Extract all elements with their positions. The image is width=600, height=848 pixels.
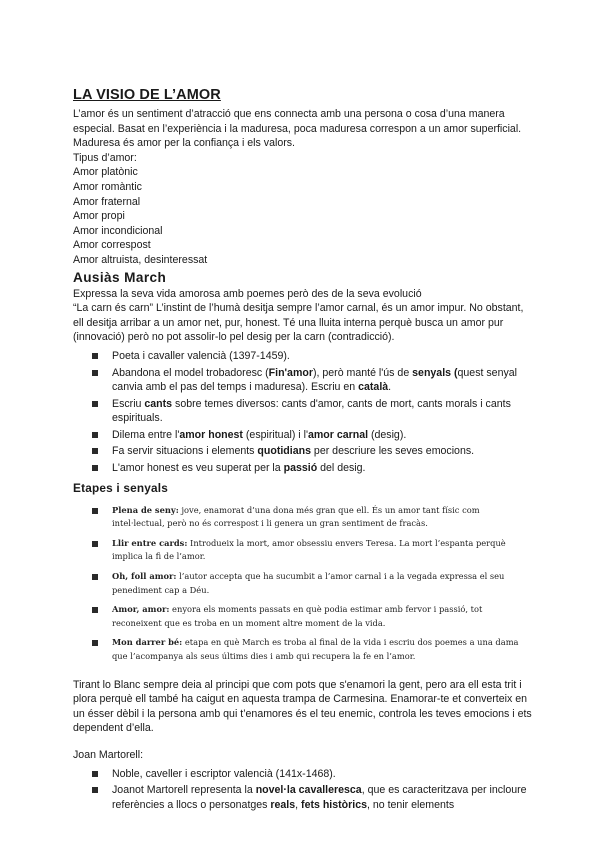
- bold-text: amor honest: [179, 428, 243, 441]
- page-title: LA VISIO DE L’AMOR: [73, 87, 221, 103]
- square-bullet-icon: [92, 771, 98, 777]
- types-label: Tipus d’amor:: [73, 151, 137, 164]
- etapa-text: jove, enamorat d’una dona més gran que ell. És un amor tant físic com intel·lectual, però no és correspost i li genera un gran sentiment de fracàs.: [112, 504, 480, 529]
- text: Abandona el model trobadoresc (: [112, 366, 269, 379]
- bullet-item: [73, 444, 533, 459]
- text: Joanot Martorell representa la: [112, 784, 256, 797]
- list-item: Amor fraternal: [73, 195, 141, 208]
- bold-text: passió: [283, 462, 318, 475]
- square-bullet-icon: [92, 448, 98, 454]
- square-bullet-icon: [92, 401, 98, 407]
- etapa-item: [73, 603, 533, 630]
- etapa-term: Oh, foll amor:: [112, 571, 177, 582]
- joan-label: Joan Martorell:: [73, 748, 144, 761]
- list-item: Amor correspost: [73, 239, 151, 252]
- list-item: Amor propi: [73, 210, 125, 223]
- square-bullet-icon: [92, 353, 98, 359]
- list-item: Amor romàntic: [73, 180, 142, 193]
- square-bullet-icon: [92, 574, 98, 580]
- section-heading-etapes: Etapes i senyals: [73, 480, 169, 495]
- bullet-item: [73, 783, 533, 812]
- text: ,: [295, 798, 302, 811]
- text: Noble, caveller i escriptor valencià (141x-1468).: [112, 767, 336, 780]
- square-bullet-icon: [92, 607, 98, 613]
- bold-text: senyals (: [412, 366, 458, 379]
- etapa-term: Llir entre cards:: [112, 537, 188, 548]
- etapa-item: [73, 504, 533, 531]
- ausias-line1: Expressa la seva vida amorosa amb poemes però des de la seva evolució: [73, 287, 422, 300]
- square-bullet-icon: [92, 787, 98, 793]
- etapa-text: Introdueix la mort, amor obsessiu envers Teresa. La mort l’espanta perquè implica la fi de l’amor.: [112, 537, 506, 562]
- tirant-paragraph: Tirant lo Blanc sempre deia al principi que com pots que s'enamori la gent, pero ara ell esta trit i plora perquè ell també ha caigut en aquesta trampa de Carmesina. Enamorar-te et converteix en un ésser dèbil i la persona amb qui t’enamores és el teu enemic, controla les teves emocions i ets dependent d’ella.: [73, 678, 532, 735]
- etapa-term: Plena de seny:: [112, 504, 179, 515]
- text: Poeta i cavaller valencià (1397-1459).: [112, 349, 290, 362]
- bold-text: Fin'amor: [268, 366, 313, 379]
- square-bullet-icon: [92, 465, 98, 471]
- text: (espiritual) i l': [242, 428, 308, 441]
- intro-paragraph: L’amor és un sentiment d’atracció que ens connecta amb una persona o cosa d’una manera especial. Basat en l’experiència i la maduresa, poca maduresa correspon a un amor superficial. Maduresa és amor per la confiança i els valors.: [73, 108, 522, 150]
- etapa-item: [73, 570, 533, 597]
- square-bullet-icon: [92, 432, 98, 438]
- bold-text: català: [358, 381, 389, 394]
- text: Dilema entre l': [112, 428, 180, 441]
- text: sobre temes diversos: cants d'amor, cants de mort, cants morals i cants espirituals.: [112, 397, 511, 425]
- text: per descriure les seves emocions.: [310, 445, 475, 458]
- text: quest senyal canvia amb el pas del temps i maduresa). Escriu en: [112, 366, 517, 394]
- etapa-term: Mon darrer bé:: [112, 637, 183, 648]
- text: Fa servir situacions i elements: [112, 445, 258, 458]
- bullet-item: [73, 397, 533, 426]
- joan-bullet-list: [73, 767, 533, 813]
- bold-text: amor carnal: [307, 428, 369, 441]
- bold-text: novel·la cavalleresca: [255, 784, 362, 797]
- bold-text: quotidians: [257, 445, 311, 458]
- bullet-item: [73, 349, 533, 364]
- document-page: [73, 86, 533, 814]
- list-item: Amor altruista, desinteressat: [73, 253, 208, 266]
- text: .: [388, 381, 392, 394]
- bold-text: reals: [270, 798, 296, 811]
- text: , no tenir elements: [366, 798, 455, 811]
- bold-text: fets històrics: [301, 798, 367, 811]
- ausias-line2: “La carn és carn” L’instint de l’humà desitja sempre l’amor carnal, és un amor impur. No obstant, ell desitja arribar a un amor net, pur, honest. Té una lluita interna perquè busca un amor pur (innovació) però no pot assolir-lo pel desig per la carn (contradicció).: [73, 302, 524, 344]
- etapa-item: [73, 537, 533, 564]
- text: ), però manté l'ús de: [312, 366, 413, 379]
- etapa-text: enyora els moments passats en què podia estimar amb fervor i passió, tot reconeixent que es troba en un moment altre moment de la vida.: [112, 604, 483, 628]
- etapa-text: etapa en què March es troba al final de la vida i escriu dos poemes a una dama que l’acompanya als seus últims dies i amb qui recupera la fe en l’amor.: [112, 637, 519, 661]
- section-heading-ausias: Ausiàs March: [73, 269, 167, 285]
- text: Escriu: [112, 397, 145, 410]
- square-bullet-icon: [92, 370, 98, 376]
- list-item: Amor platònic: [73, 166, 138, 179]
- text: (desig).: [368, 428, 407, 441]
- bold-text: cants: [144, 397, 173, 410]
- bullet-item: [73, 461, 533, 476]
- text: del desig.: [317, 462, 366, 475]
- square-bullet-icon: [92, 508, 98, 514]
- etapa-item: [73, 636, 533, 663]
- text: L'amor honest es veu superat per la: [112, 462, 284, 475]
- bullet-item: [73, 366, 533, 395]
- types-list: [73, 165, 533, 267]
- etapa-term: Amor, amor:: [112, 604, 170, 615]
- list-item: Amor incondicional: [73, 224, 163, 237]
- text: , que es caracteritzava per incloure referències a llocs o personatges: [112, 784, 527, 811]
- etapes-list: [73, 504, 533, 664]
- square-bullet-icon: [92, 541, 98, 547]
- etapa-text: l’autor accepta que ha sucumbit a l’amor carnal i a la vegada expressa el seu penediment cap a Déu.: [112, 571, 505, 595]
- square-bullet-icon: [92, 640, 98, 646]
- bullet-item: [73, 428, 533, 443]
- ausias-bullet-list: [73, 349, 533, 476]
- bullet-item: [73, 767, 533, 782]
